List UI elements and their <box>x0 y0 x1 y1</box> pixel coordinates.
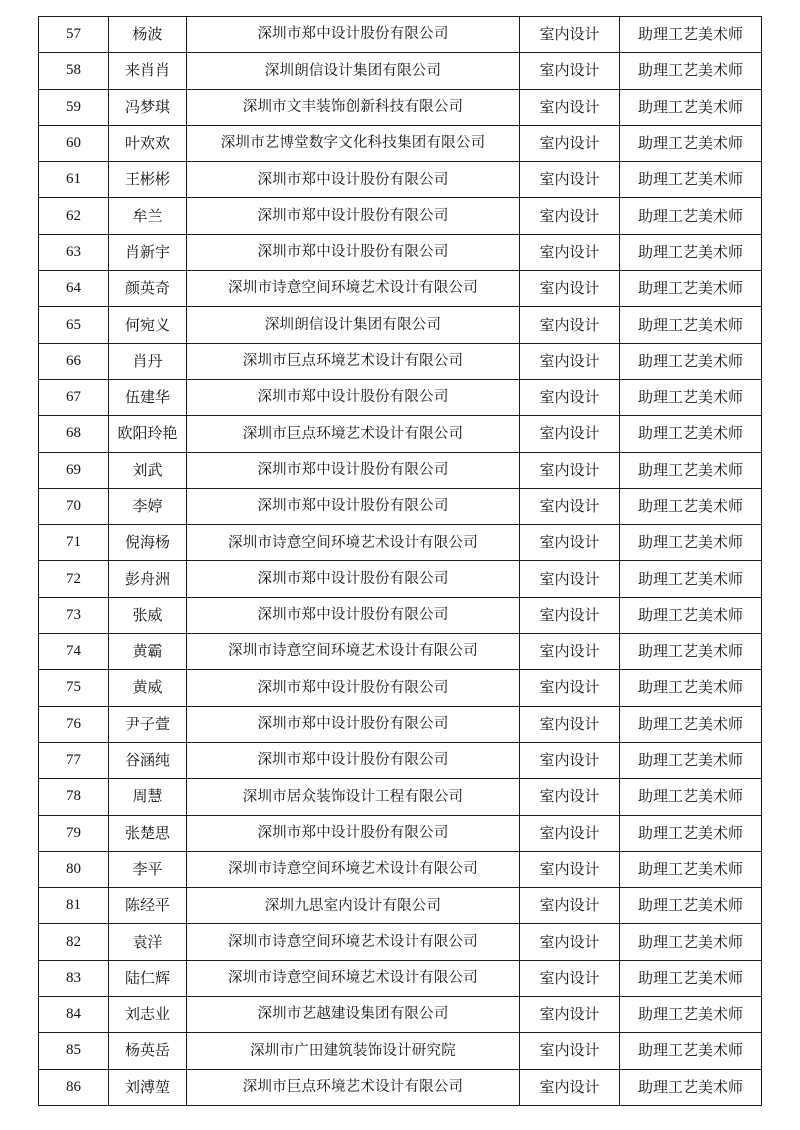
major-cell: 室内设计 <box>520 634 620 670</box>
major-cell: 室内设计 <box>520 416 620 452</box>
table-row <box>39 452 762 488</box>
major-cell: 室内设计 <box>520 271 620 307</box>
personnel-table <box>38 16 762 1106</box>
row-number-cell: 70 <box>39 488 109 524</box>
name-cell: 王彬彬 <box>109 162 187 198</box>
name-cell: 李平 <box>109 851 187 887</box>
title-cell: 助理工艺美术师 <box>620 924 762 960</box>
company-cell: 深圳市诗意空间环境艺术设计有限公司 <box>187 924 520 960</box>
table-row <box>39 597 762 633</box>
title-cell: 助理工艺美术师 <box>620 307 762 343</box>
table-row <box>39 997 762 1033</box>
name-cell: 张威 <box>109 597 187 633</box>
name-cell: 杨波 <box>109 17 187 53</box>
row-number-cell: 85 <box>39 1033 109 1069</box>
company-cell: 深圳市艺越建设集团有限公司 <box>187 997 520 1033</box>
name-cell: 袁洋 <box>109 924 187 960</box>
name-cell: 肖新宇 <box>109 234 187 270</box>
row-number-cell: 71 <box>39 525 109 561</box>
major-cell: 室内设计 <box>520 525 620 561</box>
company-cell: 深圳市文丰装饰创新科技有限公司 <box>187 89 520 125</box>
title-cell: 助理工艺美术师 <box>620 89 762 125</box>
major-cell: 室内设计 <box>520 198 620 234</box>
title-cell: 助理工艺美术师 <box>620 634 762 670</box>
title-cell: 助理工艺美术师 <box>620 779 762 815</box>
row-number-cell: 78 <box>39 779 109 815</box>
major-cell: 室内设计 <box>520 53 620 89</box>
company-cell: 深圳市艺博堂数字文化科技集团有限公司 <box>187 125 520 161</box>
name-cell: 李婷 <box>109 488 187 524</box>
company-cell: 深圳市郑中设计股份有限公司 <box>187 488 520 524</box>
name-cell: 黄威 <box>109 670 187 706</box>
table-row <box>39 17 762 53</box>
name-cell: 伍建华 <box>109 379 187 415</box>
name-cell: 陈经平 <box>109 888 187 924</box>
major-cell: 室内设计 <box>520 17 620 53</box>
row-number-cell: 58 <box>39 53 109 89</box>
company-cell: 深圳市巨点环境艺术设计有限公司 <box>187 416 520 452</box>
table-row <box>39 488 762 524</box>
company-cell: 深圳市巨点环境艺术设计有限公司 <box>187 1069 520 1105</box>
table-row <box>39 670 762 706</box>
title-cell: 助理工艺美术师 <box>620 960 762 996</box>
name-cell: 欧阳玲艳 <box>109 416 187 452</box>
title-cell: 助理工艺美术师 <box>620 561 762 597</box>
table-row <box>39 779 762 815</box>
row-number-cell: 86 <box>39 1069 109 1105</box>
title-cell: 助理工艺美术师 <box>620 742 762 778</box>
major-cell: 室内设计 <box>520 924 620 960</box>
title-cell: 助理工艺美术师 <box>620 198 762 234</box>
table-row <box>39 416 762 452</box>
name-cell: 周慧 <box>109 779 187 815</box>
row-number-cell: 80 <box>39 851 109 887</box>
table-row <box>39 706 762 742</box>
major-cell: 室内设计 <box>520 851 620 887</box>
row-number-cell: 72 <box>39 561 109 597</box>
title-cell: 助理工艺美术师 <box>620 234 762 270</box>
table-row <box>39 1033 762 1069</box>
table-row <box>39 89 762 125</box>
table-row <box>39 162 762 198</box>
title-cell: 助理工艺美术师 <box>620 815 762 851</box>
major-cell: 室内设计 <box>520 343 620 379</box>
row-number-cell: 69 <box>39 452 109 488</box>
title-cell: 助理工艺美术师 <box>620 271 762 307</box>
table-row <box>39 343 762 379</box>
company-cell: 深圳市巨点环境艺术设计有限公司 <box>187 343 520 379</box>
row-number-cell: 57 <box>39 17 109 53</box>
company-cell: 深圳市郑中设计股份有限公司 <box>187 162 520 198</box>
major-cell: 室内设计 <box>520 488 620 524</box>
major-cell: 室内设计 <box>520 1033 620 1069</box>
title-cell: 助理工艺美术师 <box>620 416 762 452</box>
table-row <box>39 634 762 670</box>
row-number-cell: 60 <box>39 125 109 161</box>
major-cell: 室内设计 <box>520 706 620 742</box>
row-number-cell: 66 <box>39 343 109 379</box>
major-cell: 室内设计 <box>520 742 620 778</box>
title-cell: 助理工艺美术师 <box>620 1069 762 1105</box>
company-cell: 深圳市郑中设计股份有限公司 <box>187 742 520 778</box>
major-cell: 室内设计 <box>520 125 620 161</box>
table-row <box>39 561 762 597</box>
row-number-cell: 67 <box>39 379 109 415</box>
row-number-cell: 63 <box>39 234 109 270</box>
title-cell: 助理工艺美术师 <box>620 162 762 198</box>
company-cell: 深圳朗信设计集团有限公司 <box>187 53 520 89</box>
company-cell: 深圳市诗意空间环境艺术设计有限公司 <box>187 271 520 307</box>
company-cell: 深圳市诗意空间环境艺术设计有限公司 <box>187 525 520 561</box>
name-cell: 颜英奇 <box>109 271 187 307</box>
major-cell: 室内设计 <box>520 452 620 488</box>
table-row <box>39 379 762 415</box>
table-row <box>39 1069 762 1105</box>
name-cell: 冯梦琪 <box>109 89 187 125</box>
company-cell: 深圳市郑中设计股份有限公司 <box>187 670 520 706</box>
title-cell: 助理工艺美术师 <box>620 343 762 379</box>
name-cell: 来肖肖 <box>109 53 187 89</box>
title-cell: 助理工艺美术师 <box>620 17 762 53</box>
title-cell: 助理工艺美术师 <box>620 997 762 1033</box>
company-cell: 深圳市郑中设计股份有限公司 <box>187 452 520 488</box>
row-number-cell: 84 <box>39 997 109 1033</box>
major-cell: 室内设计 <box>520 960 620 996</box>
major-cell: 室内设计 <box>520 307 620 343</box>
name-cell: 尹子萱 <box>109 706 187 742</box>
table-row <box>39 525 762 561</box>
name-cell: 杨英岳 <box>109 1033 187 1069</box>
name-cell: 谷涵纯 <box>109 742 187 778</box>
company-cell: 深圳九思室内设计有限公司 <box>187 888 520 924</box>
row-number-cell: 76 <box>39 706 109 742</box>
major-cell: 室内设计 <box>520 779 620 815</box>
title-cell: 助理工艺美术师 <box>620 851 762 887</box>
row-number-cell: 64 <box>39 271 109 307</box>
company-cell: 深圳市郑中设计股份有限公司 <box>187 815 520 851</box>
major-cell: 室内设计 <box>520 162 620 198</box>
major-cell: 室内设计 <box>520 670 620 706</box>
company-cell: 深圳市郑中设计股份有限公司 <box>187 706 520 742</box>
company-cell: 深圳市郑中设计股份有限公司 <box>187 561 520 597</box>
row-number-cell: 61 <box>39 162 109 198</box>
title-cell: 助理工艺美术师 <box>620 706 762 742</box>
company-cell: 深圳市郑中设计股份有限公司 <box>187 234 520 270</box>
table-row <box>39 53 762 89</box>
table-row <box>39 234 762 270</box>
name-cell: 黄霸 <box>109 634 187 670</box>
row-number-cell: 82 <box>39 924 109 960</box>
name-cell: 刘志业 <box>109 997 187 1033</box>
table-body <box>39 17 762 1106</box>
row-number-cell: 59 <box>39 89 109 125</box>
major-cell: 室内设计 <box>520 89 620 125</box>
company-cell: 深圳市郑中设计股份有限公司 <box>187 379 520 415</box>
company-cell: 深圳市诗意空间环境艺术设计有限公司 <box>187 960 520 996</box>
major-cell: 室内设计 <box>520 234 620 270</box>
major-cell: 室内设计 <box>520 888 620 924</box>
major-cell: 室内设计 <box>520 997 620 1033</box>
row-number-cell: 75 <box>39 670 109 706</box>
row-number-cell: 83 <box>39 960 109 996</box>
company-cell: 深圳市诗意空间环境艺术设计有限公司 <box>187 851 520 887</box>
name-cell: 叶欢欢 <box>109 125 187 161</box>
name-cell: 牟兰 <box>109 198 187 234</box>
major-cell: 室内设计 <box>520 1069 620 1105</box>
row-number-cell: 73 <box>39 597 109 633</box>
table-row <box>39 888 762 924</box>
row-number-cell: 65 <box>39 307 109 343</box>
row-number-cell: 68 <box>39 416 109 452</box>
name-cell: 彭舟洲 <box>109 561 187 597</box>
company-cell: 深圳市郑中设计股份有限公司 <box>187 597 520 633</box>
row-number-cell: 79 <box>39 815 109 851</box>
major-cell: 室内设计 <box>520 815 620 851</box>
title-cell: 助理工艺美术师 <box>620 452 762 488</box>
table-row <box>39 125 762 161</box>
company-cell: 深圳朗信设计集团有限公司 <box>187 307 520 343</box>
table-row <box>39 271 762 307</box>
company-cell: 深圳市广田建筑装饰设计研究院 <box>187 1033 520 1069</box>
row-number-cell: 81 <box>39 888 109 924</box>
major-cell: 室内设计 <box>520 379 620 415</box>
company-cell: 深圳市诗意空间环境艺术设计有限公司 <box>187 634 520 670</box>
name-cell: 肖丹 <box>109 343 187 379</box>
name-cell: 刘溥堃 <box>109 1069 187 1105</box>
table-row <box>39 742 762 778</box>
company-cell: 深圳市居众装饰设计工程有限公司 <box>187 779 520 815</box>
title-cell: 助理工艺美术师 <box>620 525 762 561</box>
table-row <box>39 960 762 996</box>
major-cell: 室内设计 <box>520 597 620 633</box>
name-cell: 倪海杨 <box>109 525 187 561</box>
table-row <box>39 851 762 887</box>
row-number-cell: 74 <box>39 634 109 670</box>
table-row <box>39 307 762 343</box>
table-row <box>39 815 762 851</box>
title-cell: 助理工艺美术师 <box>620 888 762 924</box>
name-cell: 何宛义 <box>109 307 187 343</box>
row-number-cell: 77 <box>39 742 109 778</box>
title-cell: 助理工艺美术师 <box>620 379 762 415</box>
title-cell: 助理工艺美术师 <box>620 670 762 706</box>
table-row <box>39 924 762 960</box>
company-cell: 深圳市郑中设计股份有限公司 <box>187 198 520 234</box>
title-cell: 助理工艺美术师 <box>620 488 762 524</box>
company-cell: 深圳市郑中设计股份有限公司 <box>187 17 520 53</box>
title-cell: 助理工艺美术师 <box>620 597 762 633</box>
table-row <box>39 198 762 234</box>
major-cell: 室内设计 <box>520 561 620 597</box>
name-cell: 张楚思 <box>109 815 187 851</box>
name-cell: 陆仁辉 <box>109 960 187 996</box>
name-cell: 刘武 <box>109 452 187 488</box>
title-cell: 助理工艺美术师 <box>620 53 762 89</box>
title-cell: 助理工艺美术师 <box>620 1033 762 1069</box>
title-cell: 助理工艺美术师 <box>620 125 762 161</box>
row-number-cell: 62 <box>39 198 109 234</box>
